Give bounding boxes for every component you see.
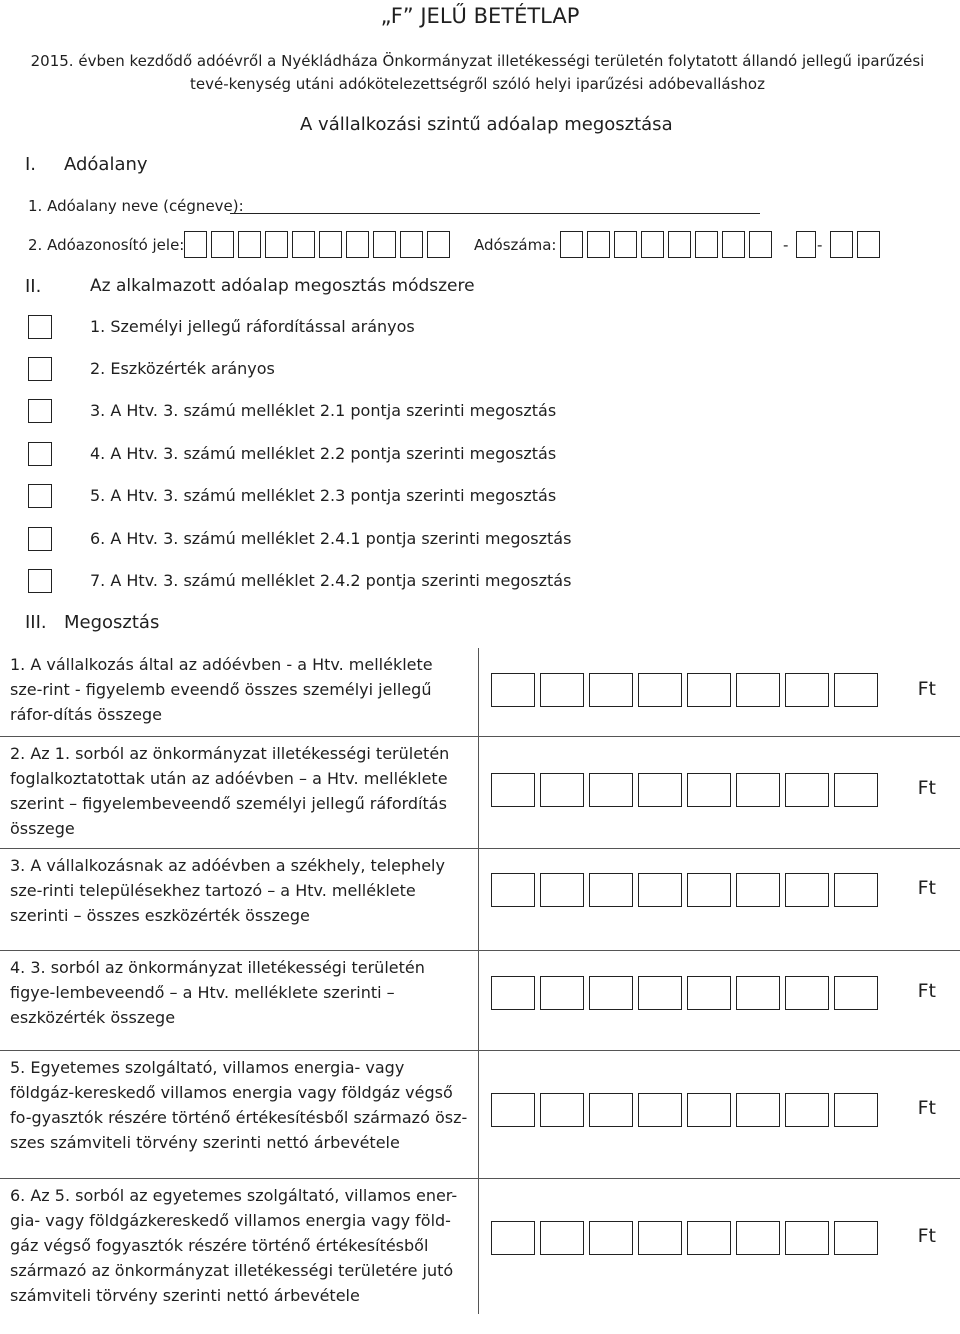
method-label-1: 1. Személyi jellegű ráfordítással arányos (90, 317, 415, 336)
method-label-5: 5. A Htv. 3. számú melléklet 2.3 pontja szerinti megosztás (90, 486, 557, 505)
amount-digit-box[interactable] (540, 773, 584, 807)
taxid-char-box[interactable] (319, 231, 342, 258)
taxid-label: 2. Adóazonosító jele: (28, 236, 185, 254)
row-amount-3[interactable] (479, 848, 960, 950)
amount-digit-box[interactable] (589, 1093, 633, 1127)
taxnum-char-box[interactable] (695, 231, 718, 258)
currency-label: Ft (917, 1224, 936, 1247)
amount-digit-box[interactable] (834, 1093, 878, 1127)
method-checkbox-6[interactable] (28, 527, 52, 551)
section-2-title: Az alkalmazott adóalap megosztás módszere (90, 276, 475, 296)
amount-digit-box[interactable] (638, 873, 682, 907)
method-checkbox-1[interactable] (28, 315, 52, 339)
amount-digit-box[interactable] (834, 873, 878, 907)
amount-digit-box[interactable] (834, 976, 878, 1010)
taxid-char-box[interactable] (292, 231, 315, 258)
amount-digit-box[interactable] (491, 976, 535, 1010)
taxnum-char-box[interactable] (641, 231, 664, 258)
currency-label: Ft (917, 876, 936, 899)
method-label-2: 2. Eszközérték arányos (90, 359, 275, 378)
currency-label: Ft (917, 1096, 936, 1119)
section-1-title: Adóalany (64, 154, 148, 175)
taxid-char-box[interactable] (211, 231, 234, 258)
table-row (0, 1178, 960, 1314)
section-3-number: III. (25, 612, 47, 633)
taxnum-char-box[interactable] (722, 231, 745, 258)
row-label-5: 5. Egyetemes szolgáltató, villamos energia- vagy földgáz-kereskedő villamos energia vagy földgáz végső fo-gyasztók részére történő értékesítésből származó ösz-szes számviteli törvény szerinti nettó árbevétele (10, 1057, 468, 1152)
amount-digit-box[interactable] (638, 1093, 682, 1127)
amount-digit-box[interactable] (491, 773, 535, 807)
method-checkbox-5[interactable] (28, 484, 52, 508)
intro-text: 2015. évben kezdődő adóévről a Nyékládháza Önkormányzat illetékességi területén folytatott állandó jellegű iparűzési tevé-kenység utáni adókötelezettségről szóló helyi iparűzési adóbevalláshoz (30, 52, 925, 93)
taxid-char-box[interactable] (238, 231, 261, 258)
section-2-number: II. (25, 276, 42, 297)
amount-digit-box[interactable] (687, 1093, 731, 1127)
amount-digit-box[interactable] (540, 976, 584, 1010)
taxnum-dash-1: - (783, 236, 789, 254)
amount-digit-box[interactable] (540, 1093, 584, 1127)
amount-digit-box[interactable] (589, 873, 633, 907)
taxid-char-box[interactable] (265, 231, 288, 258)
taxnum-char-box[interactable] (614, 231, 637, 258)
method-label-7: 7. A Htv. 3. számú melléklet 2.4.2 pontja szerinti megosztás (90, 571, 572, 590)
table-row (0, 1050, 960, 1178)
taxnum-char-box[interactable] (796, 231, 816, 258)
amount-digit-box[interactable] (638, 773, 682, 807)
amount-digit-box[interactable] (785, 1221, 829, 1255)
amount-digit-box[interactable] (491, 673, 535, 707)
amount-digit-box[interactable] (687, 773, 731, 807)
section-1-number: I. (25, 154, 37, 175)
currency-label: Ft (917, 979, 936, 1002)
amount-digit-box[interactable] (687, 976, 731, 1010)
page-title: „F” JELŰ BETÉTLAP (380, 4, 580, 28)
table-row (0, 950, 960, 1050)
row-amount-4[interactable] (479, 950, 960, 1050)
method-checkbox-7[interactable] (28, 569, 52, 593)
amount-digit-box[interactable] (736, 1221, 780, 1255)
subtitle: A vállalkozási szintű adóalap megosztása (300, 114, 673, 135)
amount-digit-box[interactable] (491, 873, 535, 907)
method-checkbox-4[interactable] (28, 442, 52, 466)
method-checkbox-3[interactable] (28, 399, 52, 423)
table-row (0, 736, 960, 848)
amount-digit-box[interactable] (638, 1221, 682, 1255)
name-label: 1. Adóalany neve (cégneve): (28, 197, 244, 215)
amount-digit-box[interactable] (736, 873, 780, 907)
amount-digit-box[interactable] (491, 1221, 535, 1255)
amount-digit-box[interactable] (589, 976, 633, 1010)
taxid-char-box[interactable] (400, 231, 423, 258)
amount-digit-box[interactable] (736, 976, 780, 1010)
row-label-4: 4. 3. sorból az önkormányzat illetékességi területén figye-lembeveendő – a Htv. melléklete szerinti – eszközérték összege (10, 957, 425, 1027)
taxnum-dash-2: - (817, 236, 823, 254)
amount-digit-box[interactable] (736, 773, 780, 807)
amount-digit-box[interactable] (540, 1221, 584, 1255)
taxnum-label: Adószáma: (474, 236, 557, 254)
amount-digit-box[interactable] (736, 1093, 780, 1127)
table-row (0, 848, 960, 950)
name-field[interactable] (230, 213, 760, 214)
taxid-char-box[interactable] (373, 231, 396, 258)
taxnum-char-box[interactable] (560, 231, 583, 258)
amount-digit-box[interactable] (687, 673, 731, 707)
amount-digit-box[interactable] (638, 976, 682, 1010)
amount-digit-box[interactable] (638, 673, 682, 707)
taxnum-char-box[interactable] (749, 231, 772, 258)
method-label-4: 4. A Htv. 3. számú melléklet 2.2 pontja szerinti megosztás (90, 444, 557, 463)
amount-digit-box[interactable] (834, 1221, 878, 1255)
amount-digit-box[interactable] (834, 773, 878, 807)
taxnum-char-box[interactable] (587, 231, 610, 258)
row-label-3: 3. A vállalkozásnak az adóévben a székhely, telephely sze-rinti településekhez tartozó – a Htv. melléklete szerinti – összes eszközérték összege (10, 855, 445, 925)
amount-digit-box[interactable] (785, 773, 829, 807)
row-amount-6[interactable] (479, 1178, 960, 1314)
currency-label: Ft (917, 678, 936, 700)
row-label-6: 6. Az 5. sorból az egyetemes szolgáltató, villamos ener-gia- vagy földgázkereskedő villamos energia vagy föld-gáz végső fogyasztók részére történő értékesítésből származó az önkormányzat illetékességi területére jutó számviteli törvény szerinti nettó árbevétele (10, 1185, 458, 1305)
amount-digit-box[interactable] (785, 1093, 829, 1127)
method-label-3: 3. A Htv. 3. számú melléklet 2.1 pontja szerinti megosztás (90, 401, 557, 420)
amount-digit-box[interactable] (785, 673, 829, 707)
amount-digit-box[interactable] (687, 873, 731, 907)
row-amount-5[interactable] (479, 1050, 960, 1178)
amount-digit-box[interactable] (589, 773, 633, 807)
row-amount-2[interactable] (479, 736, 960, 848)
amount-digit-box[interactable] (834, 673, 878, 707)
amount-digit-box[interactable] (736, 673, 780, 707)
amount-digit-box[interactable] (540, 873, 584, 907)
amount-digit-box[interactable] (785, 873, 829, 907)
amount-digit-box[interactable] (687, 1221, 731, 1255)
row-amount-1[interactable] (479, 648, 960, 736)
table-row (0, 648, 960, 736)
taxid-char-box[interactable] (346, 231, 369, 258)
taxnum-char-box[interactable] (830, 231, 853, 258)
taxnum-char-box[interactable] (857, 231, 880, 258)
section-3-title: Megosztás (64, 612, 160, 633)
row-label-1: 1. A vállalkozás által az adóévben - a Htv. melléklete sze-rint - figyelemb eveendő összes személyi jellegű ráfor-dítás összege (10, 655, 433, 724)
method-checkbox-2[interactable] (28, 357, 52, 381)
megosztas-table (0, 648, 960, 1314)
amount-digit-box[interactable] (540, 673, 584, 707)
currency-label: Ft (917, 776, 936, 799)
method-label-6: 6. A Htv. 3. számú melléklet 2.4.1 pontja szerinti megosztás (90, 529, 572, 548)
row-label-2: 2. Az 1. sorból az önkormányzat illetékességi területén foglalkoztatottak után az adóévben – a Htv. melléklete szerint – figyelembeveendő személyi jellegű ráfordítás összege (10, 743, 450, 838)
taxid-char-box[interactable] (184, 231, 207, 258)
amount-digit-box[interactable] (589, 673, 633, 707)
amount-digit-box[interactable] (589, 1221, 633, 1255)
taxnum-char-box[interactable] (668, 231, 691, 258)
amount-digit-box[interactable] (785, 976, 829, 1010)
amount-digit-box[interactable] (491, 1093, 535, 1127)
taxid-char-box[interactable] (427, 231, 450, 258)
